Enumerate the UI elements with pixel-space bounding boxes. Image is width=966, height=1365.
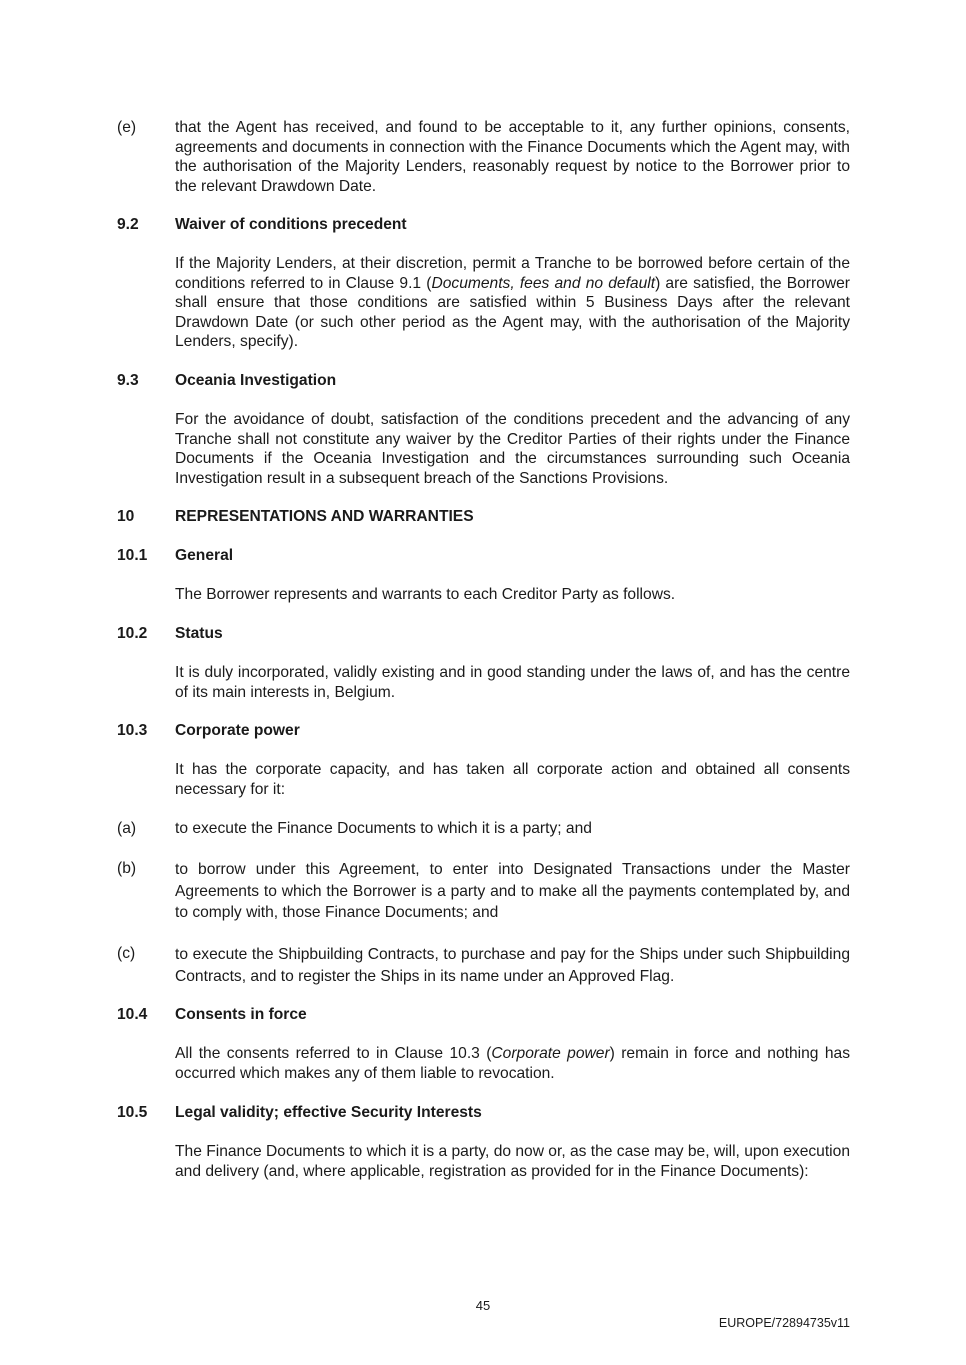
section-10-1-heading: General bbox=[175, 547, 234, 564]
section-10-4-text: All the consents referred to in Clause 10.3 (Corporate power) remain in force and nothing has occurred which makes any of them liable to revocation. bbox=[175, 1045, 850, 1082]
item-b-label: (b) bbox=[117, 860, 137, 877]
document-reference: EUROPE/72894735v11 bbox=[718, 1316, 850, 1330]
clause-9-1-reference: Documents, fees and no default bbox=[431, 274, 656, 292]
section-9-3-number: 9.3 bbox=[117, 372, 139, 389]
item-c-text: to execute the Shipbuilding Contracts, to purchase and pay for the Ships under such Shipbuilding Contracts, and to register the Ships in its name under an Approved Flag. bbox=[175, 946, 850, 985]
section-9-2-number: 9.2 bbox=[117, 216, 139, 233]
item-a-text: to execute the Finance Documents to which it is a party; and bbox=[175, 820, 592, 837]
section-10-5-text: The Finance Documents to which it is a party, do now or, as the case may be, will, upon execution and delivery (and, where applicable, registration as provided for in the Finance Documents): bbox=[175, 1143, 850, 1180]
section-10-1-text: The Borrower represents and warrants to each Creditor Party as follows. bbox=[175, 586, 676, 603]
clause-e-text: that the Agent has received, and found to be acceptable to it, any further opinions, consents, agreements and documents in connection with the Finance Documents which the Agent may, with the authorisation of the Majority Lenders, reasonably request by notice to the Borrower prior to the relevant Drawdown Date. bbox=[175, 119, 850, 195]
section-10-2-number: 10.2 bbox=[117, 625, 148, 642]
section-10-2-heading: Status bbox=[175, 625, 223, 642]
section-10-4-number: 10.4 bbox=[117, 1006, 148, 1023]
section-9-3-text: For the avoidance of doubt, satisfaction of the conditions precedent and the advancing of any Tranche shall not constitute any waiver by the Creditor Parties of their rights under the Finance Documents if the Oceania Investigation and the circumstances surrounding such Oceania Investigation result in a subsequent breach of the Sanctions Provisions. bbox=[175, 411, 850, 487]
clause-10-3-reference: Corporate power bbox=[491, 1045, 610, 1062]
section-10-1-number: 10.1 bbox=[117, 547, 148, 564]
section-10-5-number: 10.5 bbox=[117, 1104, 148, 1121]
section-10-number: 10 bbox=[117, 508, 135, 525]
section-10-4-heading: Consents in force bbox=[175, 1006, 307, 1023]
section-10-heading: REPRESENTATIONS AND WARRANTIES bbox=[175, 508, 474, 525]
page-number: 45 bbox=[475, 1298, 491, 1313]
section-10-3-number: 10.3 bbox=[117, 722, 148, 739]
clause-e-label: (e) bbox=[117, 119, 137, 136]
item-c-label: (c) bbox=[117, 945, 136, 962]
section-9-2-text: If the Majority Lenders, at their discretion, permit a Tranche to be borrowed before certain of the conditions referred to in Clause 9.1 (Documents, fees and no default) are satisfied, the Borrower shall ensure that those conditions are satisfied within 5 Business Days after the relevant Drawdown Date (or such other period as the Agent may, with the authorisation of the Majority Lenders, specify). bbox=[175, 255, 850, 350]
section-10-5-heading: Legal validity; effective Security Interests bbox=[175, 1104, 482, 1121]
section-9-3-heading: Oceania Investigation bbox=[175, 372, 337, 389]
section-9-2-heading: Waiver of conditions precedent bbox=[175, 216, 407, 233]
section-10-3-text: It has the corporate capacity, and has taken all corporate action and obtained all consents necessary for it: bbox=[175, 761, 850, 798]
section-10-3-heading: Corporate power bbox=[175, 722, 300, 739]
item-a-label: (a) bbox=[117, 820, 137, 837]
item-b-text: to borrow under this Agreement, to enter into Designated Transactions under the Master Agreements to which the Borrower is a party and to make all the payments contemplated by, and to comply with, those Finance Documents; and bbox=[175, 861, 850, 921]
section-10-2-text: It is duly incorporated, validly existing and in good standing under the laws of, and has the centre of its main interests in, Belgium. bbox=[175, 664, 850, 701]
